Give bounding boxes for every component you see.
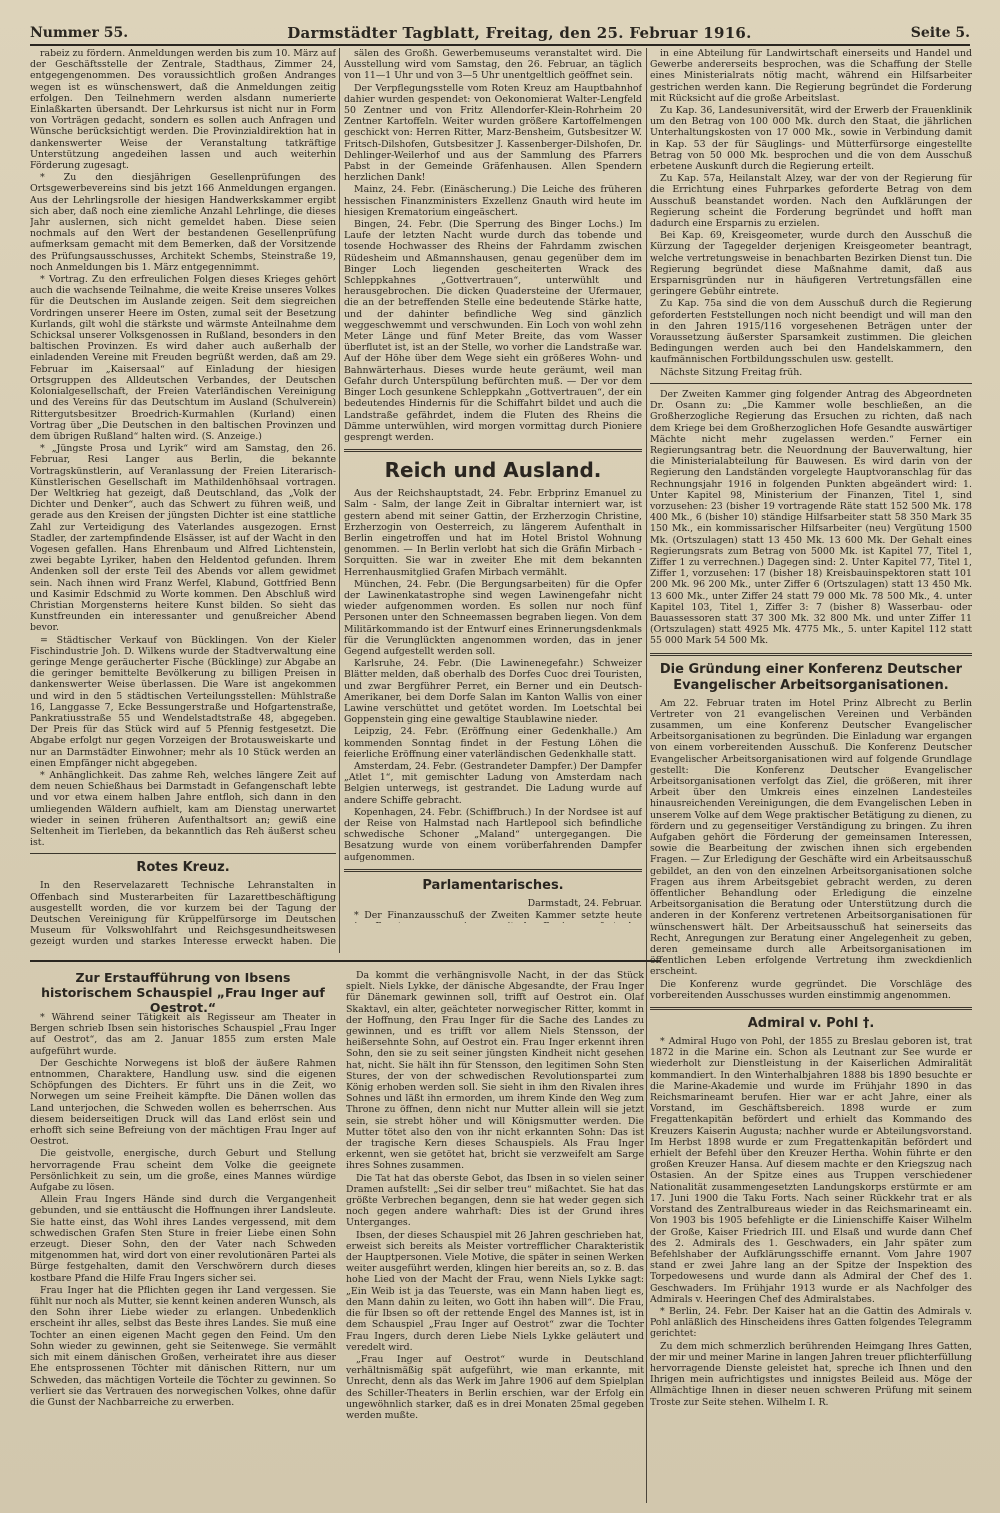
column-3 [650,48,972,1498]
article-text: Da kommt die verhängnisvolle Nacht, in der das Stück spielt. Niels Lykke, der dänische Abgesandte, der Frau Inger für Dänemark gewinnen soll, trifft auf Oestrot ein. Olaf Skaktavl, ein alter, geächteter norwegischer Ritter, kommt in der Hoffnung, den Frau Inger für die Sache des Landes zu gewinnen, und es trifft vor allem Niels Stensson, der heißersehnte Sohn, auf Oestrot ein. Frau Inger erkennt ihren Sohn, den sie zu seit seiner jüngsten Kindheit nicht gesehen hat, nicht. Sie hält ihn für Stensson, den legitimen Sohn Sten Stures, der von der schwedischen Revolutionspartei zum König erhoben werden soll. Sie sieht in ihm den Rivalen ihres Sohnes und läßt ihn ermorden, um ihrem Kinde den Weg zum Throne zu öffnen, denn nicht nur Mutter allein will sie jetzt sein, sie strebt höher und will Königsmutter werden. Die Mutter tötet also den von ihr nicht erkannten Sohn: Das ist der tragische Kern dieses Schauspiels. Als Frau Inger erkennt, wen sie getötet hat, bricht sie verzweifelt am Sarge ihres Sohnes zusammen. [346,970,644,1172]
article-text: Amsterdam, 24. Febr. (Gestrandeter Dampfer.) Der Dampfer „Atlet 1“, mit gemischter Ladung von Amsterdam nach Belgien unterwegs, ist gestrandet. Die Ladung wurde auf andere Schiffe gebracht. [344,760,642,806]
article-text: Ibsen, der dieses Schauspiel mit 26 Jahren geschrieben hat, erweist sich bereits als Meister vortrefflicher Charakteristik der Hauptpersonen. Viele Motive, die später in seinen Werken weiter ausgeführt werden, klingen hier bereits an, so z. B. das hohe Lied von der Macht der Frau, wenn Niels Lykke sagt: „Ein Weib ist ja das Teuerste, was ein Mann haben liegt es, den Mann dahin zu leiten, wo Gott ihn haben will“. Die Frau, die für Ibsen so oft der rettende Engel des Mannes ist, ist in dem Schauspiel „Frau Inger auf Oestrot“ zwar die Tochter Frau Ingers, durch deren Liebe Niels Lykke geläutert und veredelt wird. [346,1229,644,1353]
divider [650,653,972,656]
feuilleton [30,960,660,1502]
section-title-reich-und-ausland: Reich und Ausland. [384,458,602,483]
article-text: Bingen, 24. Febr. (Die Sperrung des Binger Lochs.) Im Laufe der letzten Nacht wurde durch das tobende und tosende Hochwasser des Rheins der Fahrdamm zwischen Rüdesheim und Aßmannshausen, genau gegenüber dem im Binger Loch liegenden gescheiterten Wrack des Schleppkahnes „Gottvertrauen“, unterwühlt und herausgebrochen. Die dicken Quadersteine der Ufermauer, die an der betreffenden Stelle eine bedeutende Stärke hatte, und der dahinter befindliche Weg sind gänzlich weggeschwemmt und verschwunden. Ein Loch von wohl zehn Meter Länge und fünf Meter Breite, das vom Wasser überflutet ist, ist an der Stelle, wo vorher die Landstraße war. Auf der Höhe über dem Wege sieht ein größeres Wohn- und Bahnwärterhaus. Dieses wurde heute geräumt, weil man Gefahr durch Unterspülung befürchten muß. — Der vor dem Binger Loch gesunkene Schleppkahn „Gottvertrauen“, der ein bedeutendes Hindernis für die Schiffahrt bildet und auch die Landstraße gefährdet, indem die Fluten des Rheins die Dämme unterwühlen, wird morgen vormittag durch Pioniere gesprengt werden. [344,219,642,443]
article-text: Am 22. Februar traten im Hotel Prinz Albrecht zu Berlin Vertreter von 21 evangelischen Vereinen und Verbänden zusammen, um eine Konferenz Deutscher Evangelischer Arbeitsorganisationen zu begründen. Die Einladung war ergangen von einem vorbereitenden Ausschuß. Die Konferenz Deutscher Evangelischer Arbeitsorganisationen wird auf folgende Grundlage gestellt: Die Konferenz Deutscher Evangelischer Arbeitsorganisationen verfolgt das Ziel, die größeren, mit ihrer Arbeit über den Umkreis eines einzelnen Landesteiles hinausreichenden Vereinigungen, die dem Evangelischen Leben in unserem Volke auf dem Wege praktischer Betätigung zu dienen, zu fördern und zu gegenseitiger Verständigung zu bringen. Zu ihren Aufgaben gehört die Förderung der gemeinsamen Interessen, sowie die Bearbeitung der zwischen ihnen sich ergebenden Fragen. — Zur Erledigung der Geschäfte wird ein Arbeitsausschuß gebildet, an den von den einzelnen Arbeitsorganisationen solche Fragen aus ihrem Arbeitsgebiet gebracht werden, zu deren öffentlicher Behandlung oder Erledigung die einzelne Arbeitsorganisation die Beratung oder Unterstützung durch die anderen in der Konferenz vertretenen Arbeitsorganisationen für wünschenswert hält. Der Arbeitsausschuß hat seinerseits das Recht, Anregungen zur Beratung einer Angelegenheit zu geben, deren gemeinsame durch alle Arbeitsorganisationen im öffentlichen Leben erfolgende Vertretung ihm zweckdienlich erscheint. [650,697,972,978]
article-text: * Berlin, 24. Febr. Der Kaiser hat an die Gattin des Admirals v. Pohl anläßlich des Hinscheidens ihres Gatten folgendes Telegramm gerichtet: [650,1305,972,1340]
article-text: Kopenhagen, 24. Febr. (Schiffbruch.) In der Nordsee ist auf der Reise von Halmstad nach Hartlepool sich befindliche schwedische Schoner „Maland“ untergegangen. Die Besatzung wurde von einem vorüberfahrenden Dampfer aufgenommen. [344,806,642,863]
column-divider [339,48,340,953]
article-text: Nächste Sitzung Freitag früh. [660,366,803,378]
feuilleton-column-2 [346,970,644,1492]
feuilleton-title: Zur Erstaufführung von Ibsens historischem Schauspiel „Frau Inger auf Oestrot.“ [41,970,325,1015]
article-text: * „Jüngste Prosa und Lyrik“ wird am Samstag, den 26. Februar, Resi Langer aus Berlin, die bekannte Vortragskünstlerin, auf Veranlassung der Freien Literarisch-Künstlerischen Gesellschaft im Mathildenhöhsaal vortragen. Der Weltkrieg hat gezeigt, daß Deutschland, das „Volk der Dichter und Denker“, auch das Schwert zu führen weiß, und gerade aus den Kreisen der jüngsten Dichter ist eine stattliche Zahl zur Verteidigung des Vaterlandes ausgezogen. Ernst Stadler, der zartempfindende Elsässer, ist auf der Wacht in den Vogesen gefallen. Hans Ehrenbaum und Alfred Lichtenstein, zwei begabte Lyriker, haben den Heldentod gefunden. Ihrem Andenken soll der erste Teil des Abends vor allem gewidmet sein. Nach ihnen wird Franz Werfel, Klabund, Gottfried Benn und Kasimir Edschmid zu Worte kommen. Den Abschluß wird Christian Morgensterns heitere Kunst bilden. So sieht das Kunstfreunden ein interessanter und genußreicher Abend bevor. [30,443,336,634]
article-text: * Anhänglichkeit. Das zahme Reh, welches längere Zeit auf dem neuen Schießhaus bei Darmstadt in Gefangenschaft lebte und vor etwa einem halben Jahre entfloh, sich dann in den umliegenden Wäldern aufhielt, kam am Dienstag unerwartet wieder in seinen früheren Aufenthaltsort an; gewiß eine Seltenheit im Tierleben, da bekanntlich das Reh äußerst scheu ist. [30,770,336,849]
section-title-parlamentarisches: Parlamentarisches. [422,877,564,893]
article-text: Die Konferenz wurde gegründet. Die Vorschläge des vorbereitenden Ausschusses wurden einstimmig angenommen. [650,978,972,1001]
article-text: Mainz, 24. Febr. (Einäscherung.) Die Leiche des früheren hessischen Finanzministers Exzellenz Gnauth wird heute im hiesigen Krematorium eingeäschert. [344,184,642,218]
column-1 [30,48,336,948]
divider [650,1007,972,1010]
article-text: Zu Kap. 36, Landesuniversität, wird der Erwerb der Frauenklinik um den Betrag von 100 000 Mk. durch den Staat, die jährlichen Unterhaltungskosten von 17 000 Mk., sowie in Verbindung damit in Kap. 53 der für Säuglings- und Mütterfürsorge eingestellte Betrag von 50 000 Mk. besprochen und die von dem Ausschuß erbetene Auskunft durch die Regierung erteilt. [650,105,972,173]
article-text: * Admiral Hugo von Pohl, der 1855 zu Breslau geboren ist, trat 1872 in die Marine ein. Schon als Leutnant zur See wurde er wiederholt zur Dienstleistung in der Kaiserlichen Admiralität kommandiert. In den Winterhalbjahren 1888 bis 1890 besuchte er die Marine-Akademie und wurde im Frühjahr 1890 in das Reichsmarineamt berufen. Hier war er acht Jahre, einer als Vorstand, im Geschäftsbereich. 1898 wurde er zum Fregattenkapitän befördert und erhielt das Kommando des Kreuzers Kaiserin Augusta; nachher wurde er Abteilungsvorstand. Im Herbst 1898 wurde er zum Fregattenkapitän befördert und erhielt der Befehl über den Kreuzer Hertha. Wohin führte er den großen Kreuzer Hansa. Auf diesem machte er den Kriegszug nach Ostasien. An der Spitze eines aus Truppen verschiedener Nationalität zusammengesetzten Landungskorps erstürmte er am 17. Juni 1900 die Taku Forts. Nach seiner Rückkehr trat er als Vorstand des Zentralbureaus wieder in das Reichsmarineamt ein. Von 1903 bis 1905 befehligte er die Linienschiffe Kaiser Wilhelm der Große, Kaiser Friedrich III. und Elsaß und wurde dann Chef des 2. Admirals des 1. Geschwaders, ein Jahr später zum Befehlshaber der Aufklärungsschiffe ernannt. Vom Jahre 1907 stand er zwei Jahre lang an der Spitze der Inspektion des Torpedowesens und wurde dann als Admiral der Chef des 1. Geschwaders. Im Frühjahr 1913 wurde er als Nachfolger des Admirals v. Heeringen Chef des Admiralstabes. [650,1036,972,1305]
section-title-rotes-kreuz: Rotes Kreuz. [136,860,230,876]
section-title-konferenz: Die Gründung einer Konferenz Deutscher Evangelischer Arbeitsorganisationen. [659,661,963,693]
article-text: Aus der Reichshauptstadt, 24. Febr. Erbprinz Emanuel zu Salm - Salm, der lange Zeit in Gibraltar interniert war, ist gestern abend mit seiner Gattin, der Erzherzogin Christine, Erzherzogin von Oesterreich, zu längerem Aufenthalt in Berlin eingetroffen und hat im Hotel Bristol Wohnung genommen. — In Berlin verlobt hat sich die Gräfin Mirbach - Sorquitten. Sie war in zweiter Ehe mit dem bekannten Herrenhausmitglied Grafen Mirbach vermählt. [344,488,642,578]
article-text: Allein Frau Ingers Hände sind durch die Vergangenheit gebunden, und sie enttäuscht die Hoffnungen ihrer Landsleute. Sie hatte einst, das Wohl ihres Landes vergessend, mit dem schwedischen Grafen Sten Sture in freier Liebe einen Sohn erzeugt. Dieser Sohn, den der Vater nach Schweden mitgenommen hat, wird dort von einer revolutionären Partei als Bürge festgehalten, damit den Verschwörern durch dieses kostbare Pfand die Hilfe Frau Ingers sicher sei. [30,1194,336,1284]
article-text: Der Geschichte Norwegens ist bloß der äußere Rahmen entnommen, Charaktere, Handlung usw. sind die eigenen Schöpfungen des Dichters. Er führt uns in die Zeit, wo Norwegen um seine Freiheit kämpfte. Die Dänen wollen das Land unterjochen, die Schweden wollen es beherrschen. Aus diesem beiderseitigen Druck will das Land erlöst sein und erhofft sich seine Befreiung von der mächtigen Frau Inger auf Oestrot. [30,1057,336,1148]
divider [650,383,972,384]
article-text: Bei Kap. 69, Kreisgeometer, wurde durch den Ausschuß die Kürzung der Tagegelder derjenigen Kreisgeometer beantragt, welche vertretungsweise in benachbarten Bezirken Dienst tun. Die Regierung begründet diese Maßnahme damit, daß aus Ersparnisgründen nur in häufigeren Vertretungsfällen eine geringere Gebühr eintrete. [650,230,972,298]
column-2 [344,48,642,923]
article-text: * Der Finanzausschuß der Zweiten Kammer setzte heute [354,910,642,922]
article-text: in eine Abteilung für Landwirtschaft einerseits und Handel und Gewerbe andererseits besprochen, was die Schaffung der Stelle eines Ministerialrats nötig macht, während ein Hilfsarbeiter gestrichen werden kann. Die Regierung begründet die Forderung mit Rücksicht auf die große Arbeitslast. [650,48,972,104]
article-text: sälen des Großh. Gewerbemuseums veranstaltet wird. Die Ausstellung wird vom Samstag, den 26. Februar, an täglich von 11—1 Uhr und von 3—5 Uhr unentgeltlich geöffnet sein. [344,48,642,82]
article-text: Frau Inger hat die Pflichten gegen ihr Land vergessen. Sie fühlt nur noch als Mutter, sie kennt keinen anderen Wunsch, als den Sohn ihrer Liebe wieder zu erlangen. Unbedenklich erscheint ihr alles, selbst das Beste ihres Landes. Sie muß eine Tochter an einen eigenen Macht gegen den Feind. Um den Sohn wieder zu gewinnen, geht sie Seitenwege. Sie vermählt sich mit einem dänischen Großen, verheiratet ihre aus dieser Ehe entsprossenen Töchter mit dänischen Rittern, nur um Schweden, das mächtigen Vorteile die Töchter zu gewinnen. So verliert sie das Vertrauen des norwegischen Volkes, ohne dafür die Gunst der Nachbarreiche zu erwerben. [30,1284,336,1408]
article-text: rabeiz zu fördern. Anmeldungen werden bis zum 10. März auf der Geschäftsstelle der Zentrale, Stadthaus, Zimmer 24, entgegengenommen. Des voraussichtlich großen Andranges wegen ist es wünschenswert, daß die Anmeldungen zeitig erfolgen. Den Teilnehmern werden alsdann numerierte Einlaßkarten übersandt. Der Lehrkursus ist nicht nur in Form von Vorträgen gedacht, sondern es sollen auch Anfragen und Wünsche berücksichtigt werden. Die Provinzialdirektion hat in dankenswerter Weise der Veranstaltung tatkräftige Unterstützung angedeihen lassen und auch weiterhin Förderung zugesagt. [30,48,336,172]
article-text: * Während seiner Tätigkeit als Regisseur am Theater in Bergen schrieb Ibsen sein historisches Schauspiel „Frau Inger auf Oestrot“, das am 2. Januar 1855 zum ersten Male aufgeführt wurde. [30,1012,336,1057]
article-text: „Frau Inger auf Oestrot“ wurde in Deutschland verhältnismäßig spät aufgeführt, wie man erkannte, mit Unrecht, denn als das Werk im Jahre 1906 auf dem Spielplan des Schiller-Theaters in Berlin erschien, war der Erfolg ein ungewöhnlich starker, daß es in drei Monaten 25mal gegeben werden mußte. [346,1353,644,1421]
divider [30,853,336,854]
article-text: = Städtischer Verkauf von Bücklingen. Von der Kieler Fischindustrie Joh. D. Wilkens wurde der Stadtverwaltung eine geringe Menge geräucherter Fische (Bücklinge) zur Abgabe an die geringer bemittelte Bevölkerung zu billigen Preisen in dankenswerter Weise überlassen. Die Ware ist angekommen und wird in den 5 städtischen Verteilungsstellen: Mühlstraße 16, Langgasse 7, Ecke Bessungerstraße und Hofgartenstraße, Pankratiusstraße 55 und Wendelstadtstraße 48, abgegeben. Der Preis für das Stück wird auf 5 Pfennig festgesetzt. Die Abgabe erfolgt nur gegen Vorzeigen der Brotausweiskarte und nur an Darmstädter Einwohner; mehr als 10 Stück werden an einen Empfänger nicht abgegeben. [30,634,336,769]
article-text: Leipzig, 24. Febr. (Eröffnung einer Gedenkhalle.) Am kommenden Sonntag findet in der Festung Löhen die feierliche Eröffnung einer vaterländischen Gedenkhalle statt. [344,726,642,760]
article-text: * Zu den diesjährigen Gesellenprüfungen des Ortsgewerbevereins sind bis jetzt 166 Anmeldungen ergangen. Aus der Lehrlingsrolle der hiesigen Handwerkskammer ergibt sich aber, daß noch eine ziemliche Anzahl Lehrlinge, die dieses Jahr auslernen, sich nicht gemeldet haben. Diese seien nochmals auf den Wert der bestandenen Gesellenprüfung aufmerksam gemacht mit dem Bemerken, daß der Vorsitzende des Prüfungsausschusses, Architekt Schembs, Steinstraße 19, noch Anmeldungen bis 1. März entgegennimmt. [30,172,336,273]
section-title-admiral-pohl: Admiral v. Pohl †. [747,1016,875,1032]
divider [344,449,642,452]
page-number: Seite 5. [910,25,970,41]
article-text: Der Verpflegungsstelle vom Roten Kreuz am Hauptbahnhof dahier wurden gespendet: von Oekonomierat Walter-Lengfeld 50 Zentner und von Fritz Allendorfer-Klein-Rohrheim 20 Zentner Kartoffeln. Weiter wurden größere Kartoffelmengen geschickt von: Herren Ritter, Marz-Bensheim, Gutsbesitzer W. Fritsch-Dilshofen, Gutsbesitzer J. Kassenberger-Dilshofen, Dr. Dehlinger-Weilerhof und aus der Sammlung des Pfarrers Pabst in der Gemeinde Gräfenhausen. Allen Spendern herzlichen Dank! [344,82,642,184]
divider [344,869,642,872]
article-text: München, 24. Febr. (Die Bergungsarbeiten) für die Opfer der Lawinenkatastrophe sind wegen Lawinengefahr nicht wieder aufgenommen worden. Es sollen nur noch fünf Personen unter den Schneemassen begraben liegen. Von dem Militärkommando ist der Entwurf eines Erinnerungsdenkmals für die Verunglückten angenommen worden, das in jener Gegend aufgestellt werden soll. [344,578,642,657]
article-text: Karlsruhe, 24. Febr. (Die Lawinenegefahr.) Schweizer Blätter melden, daß oberhalb des Dorfes Cuoc drei Touristen, und zwar Bergführer Perret, ein Berner und ein Deutsch-Amerikaner, bei dem Dorfe Salan im Kanton Wallis von einer Lawine verschüttet und getötet worden. Im Loetschtal bei Goppenstein ging eine gewaltige Staublawine nieder. [344,658,642,726]
article-text: Zu Kap. 75a sind die von dem Ausschuß durch die Regierung geforderten Feststellungen noch nicht beendigt und will man den in den Jahren 1915/116 vorgesehenen Beträgen unter der Voraussetzung äußerster Sparsamkeit zustimmen. Die gleichen Bedingungen werden auch bei den Handelskammern, den kaufmännischen Fortbildungsschulen usw. gestellt. [650,298,972,366]
article-text: * Vortrag. Zu den erfreulichen Folgen dieses Krieges gehört auch die wachsende Teilnahme, die weite Kreise unseres Volkes für die Deutschen im Auslande zeigen. Seit dem siegreichen Vordringen unserer Heere im Osten, zumal seit der Besetzung Kurlands, gilt wohl die stärkste und wärmste Anteilnahme dem Schicksal unserer Volksgenossen in Rußland, besonders in den baltischen Provinzen. Es wird daher auch außerhalb der einladenden Vereine mit Freuden begrüßt werden, daß am 29. Februar im „Kaisersaal“ auf Einladung der hiesigen Ortsgruppen des Alldeutschen Verbandes, der Deutschen Kolonialgesellschaft, der Freien Vaterländischen Vereinigung und des Vereins für das Deutschtum im Ausland (Schulverein) Rittergutsbesitzer Broedrich-Kurmahlen (Kurland) einen Vortrag über „Die Deutschen in den baltischen Provinzen und dem übrigen Rußland“ halten wird. (S. Anzeige.) [30,274,336,442]
article-text: Zu Kap. 57a, Heilanstalt Alzey, war der von der Regierung für die Errichtung eines Fuhrparkes geforderte Betrag von dem Ausschuß beanstandet worden. Nach den Aufklärungen der Regierung scheint die Forderung begründet und hofft man dadurch eine Ersparnis zu erzielen. [650,173,972,230]
issue-number: Nummer 55. [30,25,129,41]
masthead: Darmstädter Tagblatt, Freitag, den 25. Februar 1916. [287,24,752,42]
article-text: Die geistvolle, energische, durch Geburt und Stellung hervorragende Frau scheint dem Volke die geeignete Persönlichkeit zu sein, um die große, eines Mannes würdige Aufgabe zu lösen. [30,1148,336,1194]
feuilleton-column-1 [30,1012,336,1492]
article-text: Die Tat hat das oberste Gebot, das Ibsen in so vielen seiner Dramen aufstellt: „Sei dir selber treu“ mißachtet. Sie hat das größte Verbrechen begangen, denn sie hat weder gegen sich noch gegen andere wahrhaft: Dies ist der Grund ihres Unterganges. [346,1172,644,1229]
article-text: Der Zweiten Kammer ging folgender Antrag des Abgeordneten Dr. Osann zu: „Die Kammer wolle beschließen, an die Großherzogliche Regierung das Ersuchen zu richten, daß nach dem Kriege bei dem Großherzoglichen Hofe Gesandte auswärtiger Mächte nicht mehr zugelassen werden.“ Ferner ein Regierungsantrag betr. die Neuordnung der Bauverwaltung, hier die Ministerialabteilung für Bauwesen. Es wird darin von der Regierung den Landständen vorgelegte Hauptvoranschlag für das Rechnungsjahr 1916 in folgenden Punkten abgeändert wird: 1. Unter Kapitel 98, Ministerium der Finanzen, Titel 1, sind vorzusehen: 23 (bisher 19 vortragende Räte statt 152 500 Mk. 178 400 Mk., 6 (bisher 10) ständige Hilfsarbeiter statt 58 350 Mark 35 150 Mk., ein kommissarischer Hilfsarbeiter (neu) Vergütung 1500 Mk. (Ortszulagen) statt 13 450 Mk. 13 600 Mk. Der Gehalt eines Regierungsrats zum Betrag von 5000 Mk. ist Kapitel 77, Titel 1, Ziffer 1 zu verrechnen.) Dagegen sind: 2. Unter Kapitel 77, Titel 1, Ziffer 1, vorzusehen: 17 (bisher 18) Kreisbauinspektoren statt 101 200 Mk. 96 200 Mk., unter Ziffer 6 (Ortszulagen) statt 13 450 Mk. 13 600 Mk., unter Ziffer 24 statt 79 000 Mk. 78 500 Mk., 4. unter Kapitel 103, Titel 1, Ziffer 3: 7 (bisher 8) Wasserbau- oder Bauassessoren statt 37 300 Mk. 32 800 Mk. und unter Ziffer 11 (Ortszulagen) statt 4925 Mk. 4775 Mk., 5. unter Kapitel 112 statt 55 000 Mark 54 500 Mk. [650,388,972,647]
article-text: Zu dem mich schmerzlich berührenden Heimgang Ihres Gatten, der mir und meiner Marine in langen Jahren treuer pflichterfüllung hervorragende Dienste geleistet hat, spreche ich Ihnen und den Ihrigen mein aufrichtigstes und innigstes Beileid aus. Möge der Allmächtige Ihnen in dieser neuen schweren Prüfung mit seinem Troste zur Seite stehen. Wilhelm I. R. [650,1340,972,1408]
article-text: In den Reservelazarett Technische Lehranstalten in Offenbach sind Musterarbeiten für Lazarettbeschäftigung ausgestellt worden, die vor kurzem bei der Tagung der Deutschen Vereinigung für Krüppelfürsorge im Deutschen Museum für Volkswohlfahrt und Reichsgesundheitswesen gezeigt wurden und starkes Interesse erweckt haben. Die [30,880,336,948]
page-header [30,22,970,46]
dateline: Darmstadt, 24. Februar. [527,897,642,909]
